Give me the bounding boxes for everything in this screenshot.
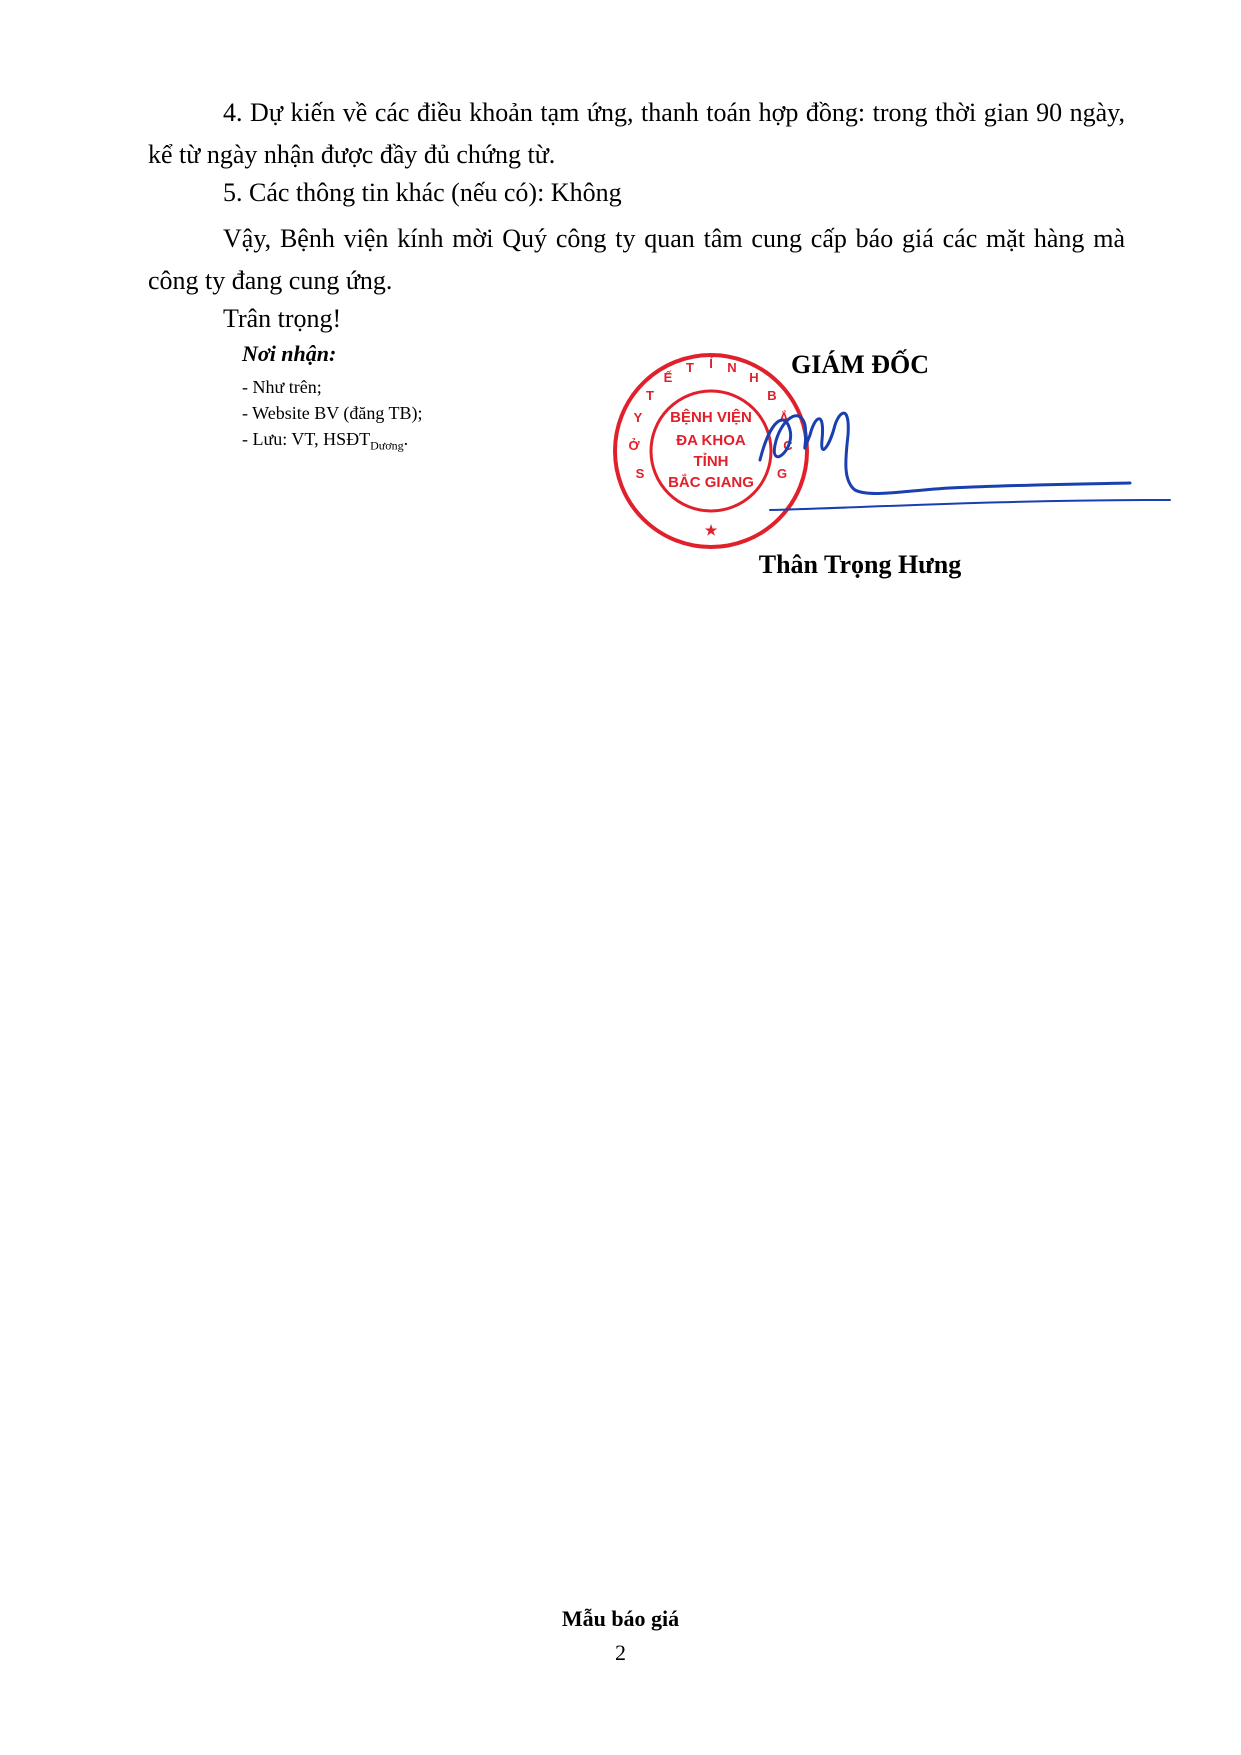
- svg-text:TỈNH: TỈNH: [693, 453, 729, 470]
- page-number: 2: [615, 1640, 626, 1665]
- svg-text:T: T: [646, 388, 654, 403]
- svg-text:C: C: [783, 438, 793, 453]
- invitation-paragraph: Vậy, Bệnh viện kính mời Quý công ty quan tâm cung cấp báo giá các mặt hàng mà công ty đang cung ứng.: [148, 224, 1125, 295]
- signer-name: Thân Trọng Hưng: [758, 550, 962, 579]
- svg-text:Ắ: Ắ: [779, 410, 789, 425]
- svg-text:Y: Y: [633, 410, 643, 425]
- archive-suffix: .: [403, 429, 409, 449]
- official-seal: [615, 355, 807, 547]
- svg-text:N: N: [727, 360, 737, 375]
- svg-text:S: S: [635, 466, 645, 481]
- signer-role: GIÁM ĐỐC: [791, 350, 929, 379]
- other-info-paragraph: 5. Các thông tin khác (nếu có): Không: [223, 178, 622, 207]
- payment-terms-paragraph: 4. Dự kiến về các điều khoản tạm ứng, thanh toán hợp đồng: trong thời gian 90 ngày, kể từ ngày nhận được đầy đủ chứng từ.: [148, 98, 1125, 169]
- archive-label: - Lưu: VT, HSĐT: [242, 429, 371, 449]
- svg-text:BỆNH VIỆN: BỆNH VIỆN: [670, 409, 752, 426]
- svg-text:★: ★: [704, 522, 718, 538]
- svg-text:T: T: [686, 360, 694, 375]
- footer-title: Mẫu báo giá: [561, 1606, 680, 1631]
- svg-text:H: H: [749, 370, 759, 385]
- recipient-item-archive: [242, 426, 423, 459]
- svg-text:Ỉ: Ỉ: [709, 356, 713, 371]
- archive-subscript: Dương: [370, 438, 404, 453]
- recipient-item: - Website BV (đăng TB);: [242, 403, 423, 423]
- recipients-block: [242, 340, 423, 459]
- svg-text:Ở: Ở: [628, 438, 640, 453]
- svg-text:G: G: [776, 466, 788, 481]
- closing-greeting: Trân trọng!: [223, 304, 342, 333]
- svg-text:BẮC GIANG: BẮC GIANG: [668, 474, 754, 491]
- svg-text:Ế: Ế: [663, 370, 673, 385]
- handwritten-signature: [760, 413, 1170, 510]
- recipient-item: - Như trên;: [242, 377, 322, 397]
- svg-text:B: B: [767, 388, 777, 403]
- stamp-and-signature: [610, 350, 1180, 560]
- recipients-title: Nơi nhận:: [242, 341, 337, 366]
- svg-text:ĐA KHOA: ĐA KHOA: [676, 432, 746, 449]
